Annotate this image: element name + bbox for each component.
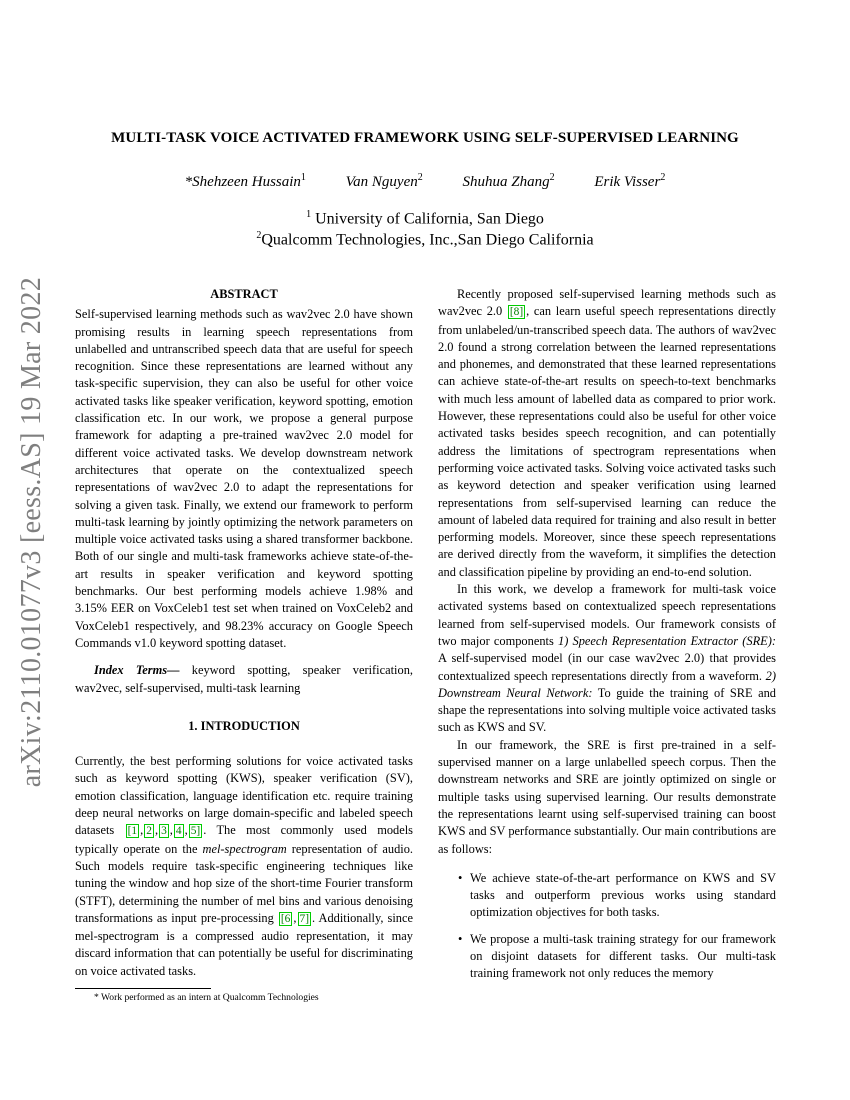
left-column [75, 286, 413, 980]
author: *Shehzeen Hussain$^1$ [184, 172, 306, 190]
contributions-list [438, 870, 776, 983]
footnote: * Work performed as an intern at Qualcomm Technologies [94, 992, 319, 1003]
footnote-divider [75, 988, 211, 989]
abstract-heading: ABSTRACT [210, 287, 278, 301]
arxiv-id: arXiv:2110.01077v3 [eess.AS] 19 Mar 2022 [16, 276, 47, 788]
paper-title: MULTI-TASK VOICE ACTIVATED FRAMEWORK USING SELF-SUPERVISED LEARNING [111, 130, 739, 146]
citation-link[interactable]: 2 [146, 825, 152, 838]
citation-link[interactable]: [1 [127, 825, 138, 838]
index-terms: Index Terms— keyword spotting, speaker verification, wav2vec, self-supervised, multi-task learning [75, 663, 413, 695]
intro-paragraph: Currently, the best performing solutions for voice activated tasks such as keyword spotting (KWS), speaker verification (SV), emotion classification, language identification etc. require training deep neural networks on large domain-specific and labeled speech datasets [1 , 2 , 3 , 4 , 5] . The most commonly used models typically operate on the mel-spectrogram representation of audio. Such models require task-specific engineering techniques like tuning the window and hop size of the short-time Fourier transform (STFT), determining the number of mel bins and various denoising transformations as input pre-processing [6 , 7] . Additionally, since mel-spectrogram is a compressed audio representation, it may discard information that can potentially be useful for discriminating on voice activated tasks. [75, 754, 414, 978]
list-item: • We achieve state-of-the-art performance on KWS and SV tasks and outperform previous works using standard optimization objectives for both tasks. [438, 870, 776, 922]
intro-paragraph: In our framework, the SRE is first pre-trained in a self-supervised manner on a large unlabelled speech corpus. Then the downstream networks and SRE are jointly optimized on single or multiple tasks using supervised learning. Our results demonstrate the representations learnt using self-supervised training can boost KWS and SV performance substantially. Our main contributions are as follows: [438, 737, 776, 856]
abstract-text: Self-supervised learning methods such as wav2vec 2.0 have shown promising results in learning speech representations from unlabelled and untranscribed speech data that are useful for speech recognition. Since these representations are learned without any task-specific supervision, they can also be useful for other voice activated tasks like speaker verification, keyword spotting, emotion classification etc. In our work, we propose a general purpose framework for adapting a pre-trained wav2vec 2.0 model for different voice activated tasks. We develop downstream network architectures that operate on the contextualized speech representations of wav2vec 2.0 to adapt the representations for solving a given task. Finally, we extend our framework to perform multi-task learning by jointly optimizing the network parameters on multiple voice activated tasks using a shared transformer backbone. Both of our single and multi-task frameworks achieve state-of-the-art results in speaker verification and keyword spotting benchmarks. Our best performing models achieve 1.98% and 3.15% EER on VoxCeleb1 test set when trained on VoxCeleb2 and VoxCeleb1 respectively, and 98.23% accuracy on Google Speech Commands v1.0 keyword spotting dataset. [75, 307, 413, 650]
citation-link[interactable]: 3 [161, 825, 167, 838]
author: Shuhua Zhang$^2$ [462, 172, 555, 190]
citation-link[interactable]: [8] [509, 306, 524, 319]
citation-link[interactable]: 5] [190, 825, 201, 838]
author: Van Nguyen$^2$ [345, 172, 423, 190]
citation-link[interactable]: [6 [280, 912, 291, 925]
intro-heading: 1. INTRODUCTION [188, 718, 300, 733]
citation-link[interactable]: 7] [299, 912, 309, 925]
citation-link[interactable]: 4 [175, 825, 182, 838]
intro-paragraph: In this work, we develop a framework for multi-task voice activated systems based on contextualized speech representations learned from self-supervised models. Our framework consists of two major components 1) Speech Representation Extractor (SRE): A self-supervised model (in our case wav2vec 2.0) that provides contextualized speech representations directly from a waveform. 2) Downstream Neural Network: To guide the training of SRE and shape the representations into solving multiple voice activated tasks such as KWS and SV. [438, 582, 776, 735]
arxiv-stamp [12, 276, 52, 788]
affiliation: $^2$Qualcomm Technologies, Inc.,San Diego California [256, 230, 594, 249]
intro-paragraph: Recently proposed self-supervised learning methods such as wav2vec 2.0 [8] , can learn useful speech representations directly from unlabeled/un-transcribed speech data. The authors of wav2vec 2.0 found a strong correlation between the learned representations and phonemes, and demonstrated that these learned representations can achieve state-of-the-art results on speech-to-text benchmarks with much less amount of labelled data as compared to prior work. However, these representations could also be useful for other voice activated tasks besides speech recognition, and can potentially address the limitations of spectrogram representations when performing voice activated tasks. Solving voice activated tasks such as keyword detection and speaker verification using learned representations from self-supervised learning can reduce the amount of labeled data required for training and also result in better performing models. Moreover, since these speech representations are derived directly from the waveform, it simplifies the detection and classification pipeline by providing an end-to-end solution. [438, 287, 776, 579]
right-column [438, 286, 776, 992]
list-item: • We propose a multi-task training strategy for our framework on disjoint datasets for different tasks. Our multi-task training framework not only reduces the memory [438, 931, 776, 983]
affiliation: $^1$ University of California, San Diego [306, 209, 544, 228]
author-list [0, 172, 850, 191]
author: Erik Visser$^2$ [594, 172, 666, 190]
